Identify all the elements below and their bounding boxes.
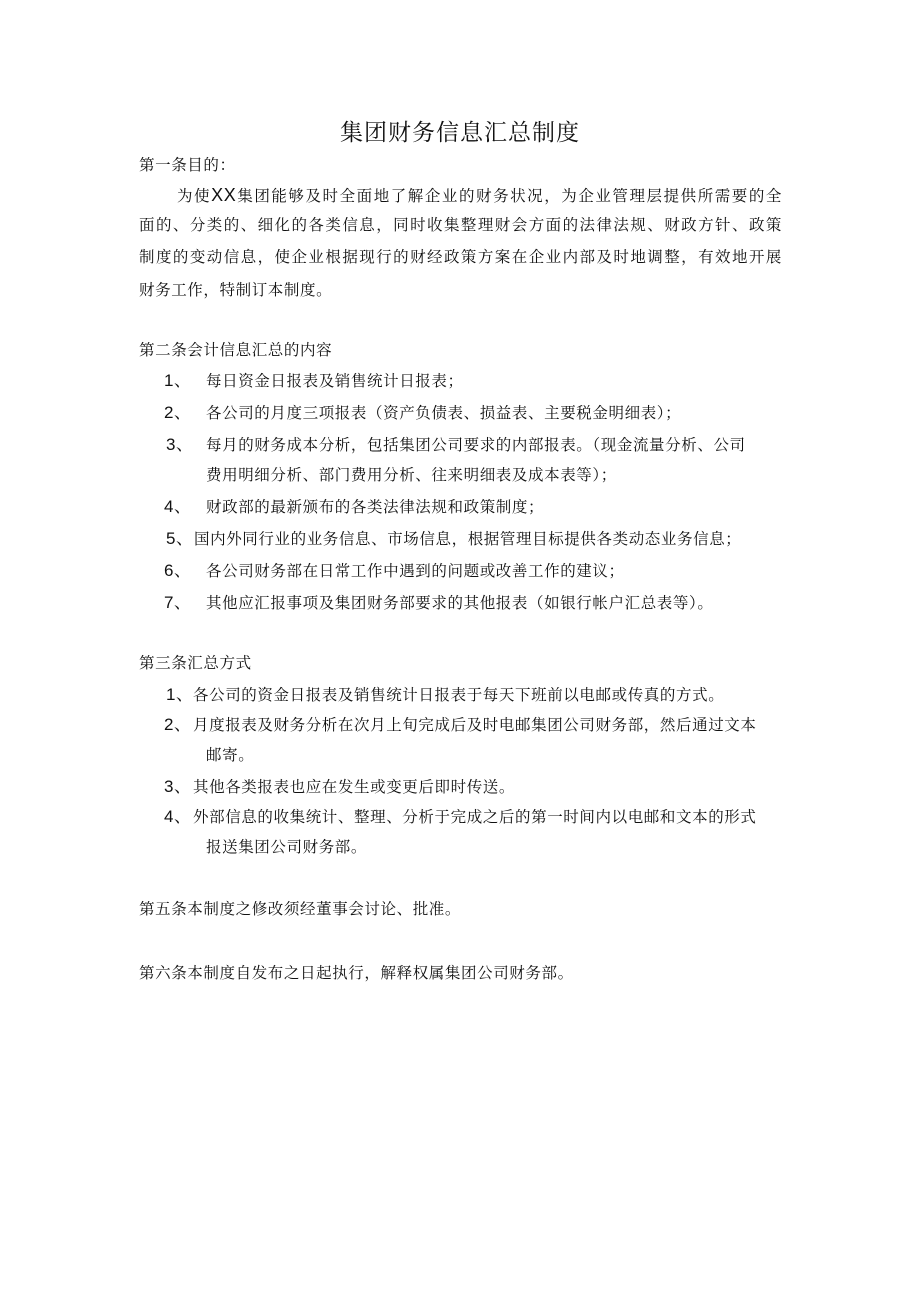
list-text: 各公司的资金日报表及销售统计日报表于每天下班前以电邮或传真的方式。 <box>193 686 725 704</box>
list-text: 其他应汇报事项及集团财务部要求的其他报表（如银行帐户汇总表等）。 <box>206 594 714 612</box>
list-number: 4、 <box>164 497 192 516</box>
list-text: 外部信息的收集统计、整理、分析于完成之后的第一时间内以电邮和文本的形式 <box>193 808 757 826</box>
list-number: 2、 <box>164 403 192 422</box>
article1-xx: XX <box>211 185 237 205</box>
article3-item-3 <box>164 776 515 798</box>
article2-item-1 <box>164 370 464 392</box>
article2-item-7 <box>164 592 713 614</box>
list-number: 1、 <box>164 371 192 390</box>
article2-item-4 <box>164 496 544 518</box>
article2-heading: 第二条会计信息汇总的内容 <box>139 341 333 359</box>
article3-item-2-continued: 邮寄。 <box>206 746 255 764</box>
article1-lead: 为使 <box>177 187 212 205</box>
article1-paragraph-line3: 制度的变动信息，使企业根据现行的财经政策方案在企业内部及时地调整，有效地开展 <box>139 248 782 266</box>
list-number: 7、 <box>164 593 192 612</box>
article3-item-2 <box>164 714 757 736</box>
list-number: 4、 <box>164 807 192 826</box>
article2-item-3-continued: 费用明细分析、部门费用分析、往来明细表及成本表等）； <box>206 466 617 484</box>
list-text: 每月的财务成本分析，包括集团公司要求的内部报表。（现金流量分析、公司 <box>206 436 746 454</box>
article3-heading: 第三条汇总方式 <box>139 654 252 672</box>
article1-paragraph-line1 <box>177 184 782 207</box>
list-text: 国内外同行业的业务信息、市场信息，根据管理目标提供各类动态业务信息； <box>194 530 742 548</box>
list-number: 1、 <box>166 685 194 704</box>
article5-text: 第五条本制度之修改须经董事会讨论、批准。 <box>139 900 462 918</box>
article1-heading: 第一条目的： <box>139 156 236 174</box>
list-text: 财政部的最新颁布的各类法律法规和政策制度； <box>206 498 545 516</box>
list-number: 3、 <box>166 435 194 454</box>
list-text: 各公司财务部在日常工作中遇到的问题或改善工作的建议； <box>206 562 625 580</box>
document-title: 集团财务信息汇总制度 <box>340 120 580 146</box>
list-text: 每日资金日报表及销售统计日报表； <box>206 372 464 390</box>
list-number: 6、 <box>164 561 192 580</box>
list-number: 5、 <box>166 529 194 548</box>
list-number: 3、 <box>164 777 192 796</box>
article3-item-1 <box>166 684 724 706</box>
article1-paragraph-line2: 面的、分类的、细化的各类信息，同时收集整理财会方面的法律法规、财政方针、政策 <box>139 216 782 234</box>
article2-item-2 <box>164 402 681 424</box>
article3-item-4 <box>164 806 757 828</box>
article1-paragraph-line4: 财务工作，特制订本制度。 <box>139 281 333 299</box>
article2-item-6 <box>164 560 625 582</box>
article1-line1-rest: 集团能够及时全面地了解企业的财务状况，为企业管理层提供所需要的全 <box>236 187 783 205</box>
list-text: 月度报表及财务分析在次月上旬完成后及时电邮集团公司财务部，然后通过文本 <box>193 716 757 734</box>
article2-item-3 <box>166 434 746 456</box>
article3-item-4-continued: 报送集团公司财务部。 <box>206 838 368 856</box>
list-text: 其他各类报表也应在发生或变更后即时传送。 <box>193 778 516 796</box>
list-text: 各公司的月度三项报表（资产负债表、损益表、主要税金明细表）； <box>206 404 682 422</box>
article2-item-5 <box>166 528 741 550</box>
list-number: 2、 <box>164 715 192 734</box>
article6-text: 第六条本制度自发布之日起执行，解释权属集团公司财务部。 <box>139 964 574 982</box>
